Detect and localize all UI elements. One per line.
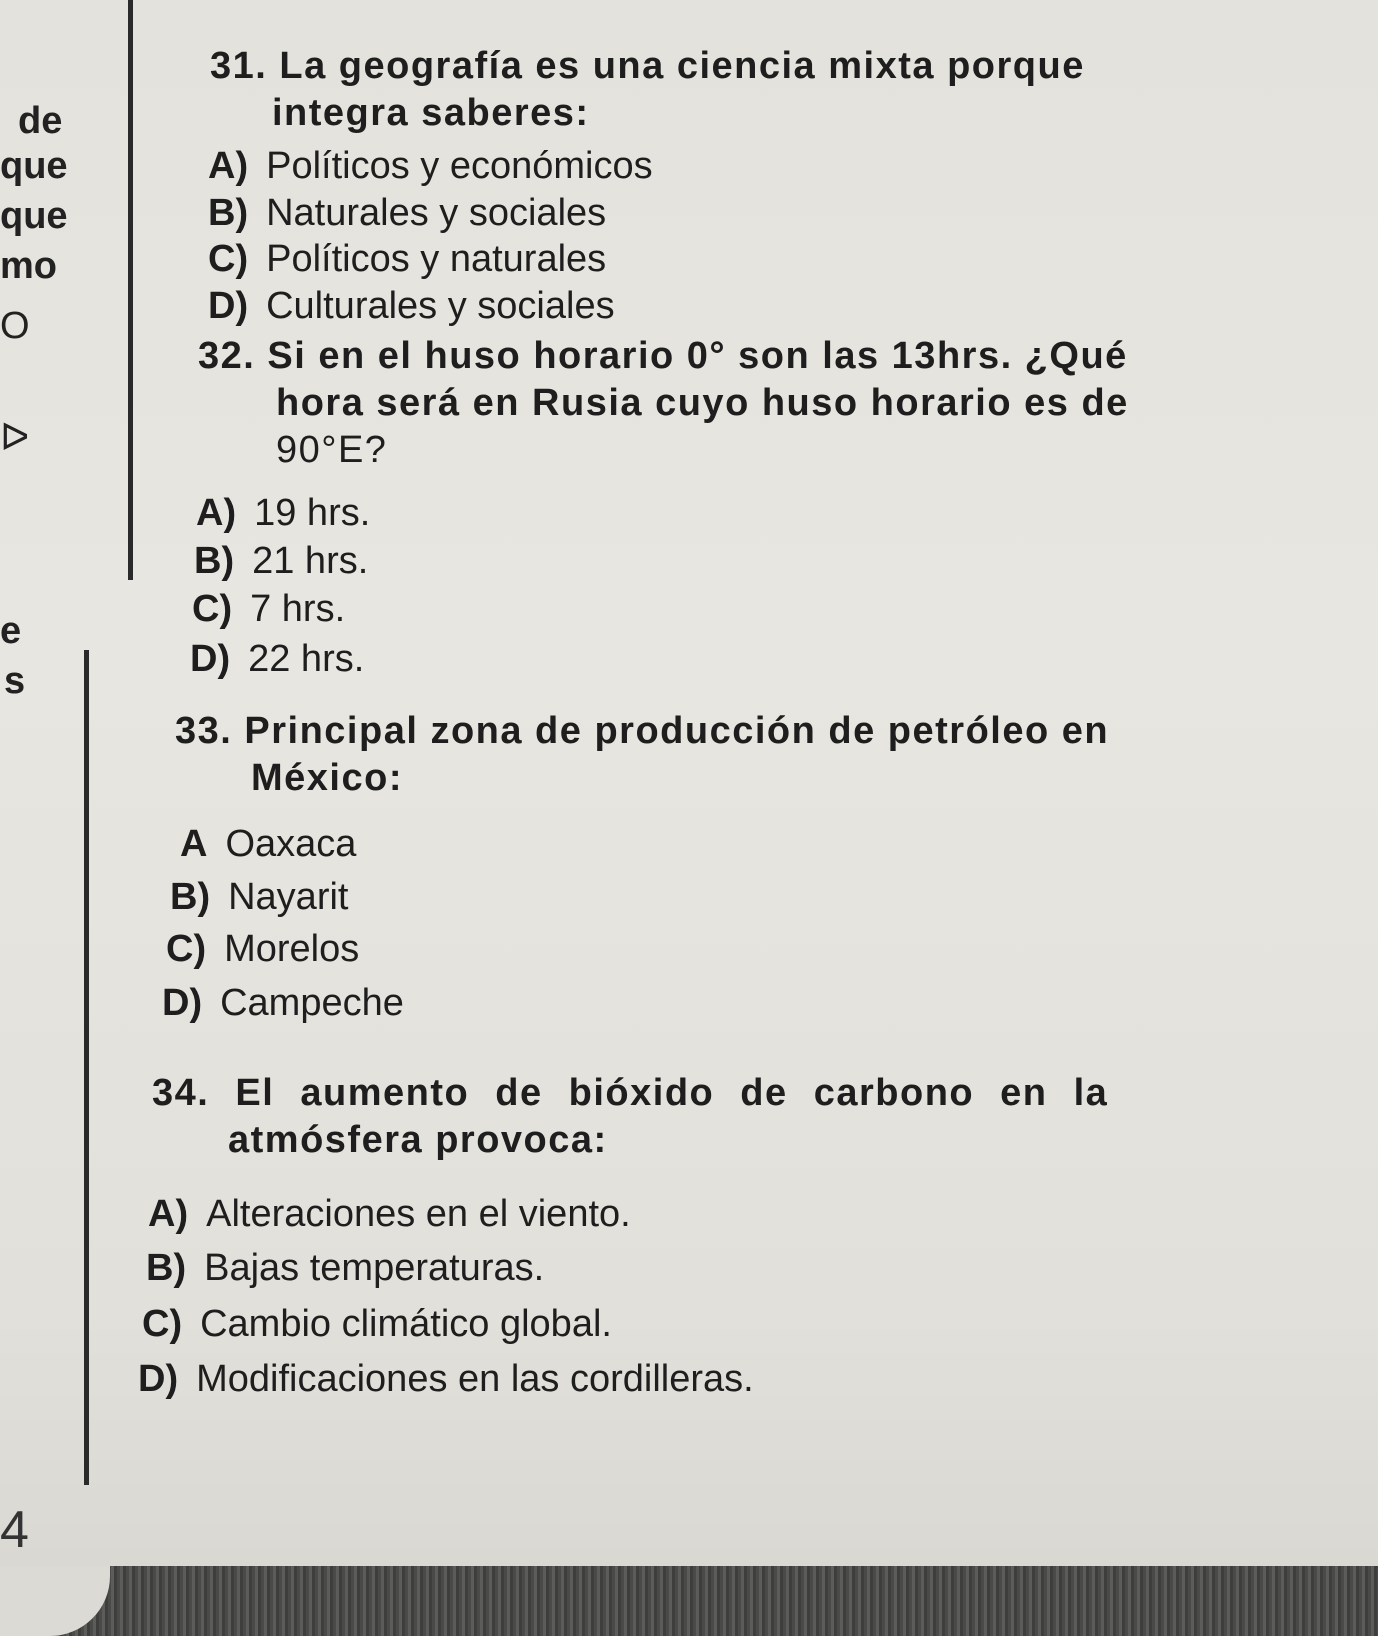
fragment-8: s	[4, 660, 26, 702]
q32-option-d	[190, 638, 364, 681]
option-letter: A)	[148, 1193, 189, 1235]
option-letter: D)	[208, 285, 249, 327]
fragment-5: O	[0, 305, 30, 347]
q32-option-a	[196, 492, 370, 535]
question-31	[210, 43, 1210, 137]
option-letter: D)	[138, 1358, 179, 1400]
option-text: Modificaciones en las cordilleras.	[196, 1358, 754, 1400]
option-text: Campeche	[220, 982, 404, 1024]
q32-option-c	[192, 588, 345, 631]
option-text: Nayarit	[228, 876, 349, 918]
question-34	[152, 1070, 1262, 1164]
option-text: Morelos	[224, 928, 360, 970]
option-letter: A)	[196, 492, 237, 534]
q33-option-c	[166, 928, 359, 971]
q31-option-b	[208, 192, 606, 235]
option-letter: C)	[208, 238, 249, 280]
q33-option-a	[180, 823, 356, 866]
page-number: 4	[0, 1501, 29, 1559]
option-letter: D)	[162, 982, 203, 1024]
option-text: Oaxaca	[225, 823, 357, 865]
left-column-rule-bottom	[84, 650, 89, 1485]
option-letter: A	[180, 823, 208, 865]
option-letter: A)	[208, 145, 249, 187]
option-letter: B)	[208, 192, 249, 234]
question-33	[175, 708, 1275, 802]
option-text: 19 hrs.	[254, 492, 371, 534]
q32-option-b	[194, 540, 368, 583]
fragment-6: ᐅ	[0, 417, 30, 459]
option-letter: D)	[190, 638, 231, 680]
table-surface	[0, 1566, 1378, 1636]
question-32-line-3: 90°E?	[276, 429, 388, 471]
question-31-line-1: 31. La geografía es una ciencia mixta porque	[210, 45, 1085, 87]
option-letter: C)	[142, 1303, 183, 1345]
option-text: Políticos y naturales	[266, 238, 607, 280]
option-text: Políticos y económicos	[266, 145, 653, 187]
q34-option-a	[148, 1193, 631, 1236]
question-31-line-2: integra saberes:	[272, 92, 590, 134]
fragment-3: que	[0, 195, 68, 237]
q31-option-d	[208, 285, 615, 328]
question-32-line-1: 32. Si en el huso horario 0° son las 13hrs. ¿Qué	[198, 335, 1128, 377]
option-text: 22 hrs.	[248, 638, 365, 680]
q33-option-d	[162, 982, 404, 1025]
q31-option-a	[208, 145, 653, 188]
option-letter: B)	[146, 1247, 187, 1289]
option-letter: B)	[170, 876, 211, 918]
question-34-line-1: 34. El aumento de bióxido de carbono en la	[152, 1072, 1109, 1114]
option-letter: B)	[194, 540, 235, 582]
option-text: Naturales y sociales	[266, 192, 607, 234]
left-column-rule-top	[128, 0, 133, 580]
question-32	[198, 333, 1248, 474]
q33-option-b	[170, 876, 348, 919]
fragment-2: que	[0, 145, 68, 187]
option-letter: C)	[166, 928, 207, 970]
question-32-line-2: hora será en Rusia cuyo huso horario es de	[276, 382, 1129, 424]
q34-option-d	[138, 1358, 754, 1401]
option-text: Alteraciones en el viento.	[206, 1193, 631, 1235]
fragment-7: e	[0, 610, 22, 652]
q34-option-c	[142, 1303, 612, 1346]
question-33-line-1: 33. Principal zona de producción de petróleo en	[175, 710, 1110, 752]
q31-option-c	[208, 238, 606, 281]
fragment-4: mo	[0, 245, 57, 287]
option-text: Bajas temperaturas.	[204, 1247, 545, 1289]
option-letter: C)	[192, 588, 233, 630]
q34-option-b	[146, 1247, 544, 1290]
fragment-1: de	[18, 100, 63, 142]
option-text: 21 hrs.	[252, 540, 369, 582]
option-text: Culturales y sociales	[266, 285, 615, 327]
option-text: 7 hrs.	[250, 588, 346, 630]
option-text: Cambio climático global.	[200, 1303, 612, 1345]
question-34-line-2: atmósfera provoca:	[228, 1119, 608, 1161]
question-33-line-2: México:	[251, 757, 403, 799]
